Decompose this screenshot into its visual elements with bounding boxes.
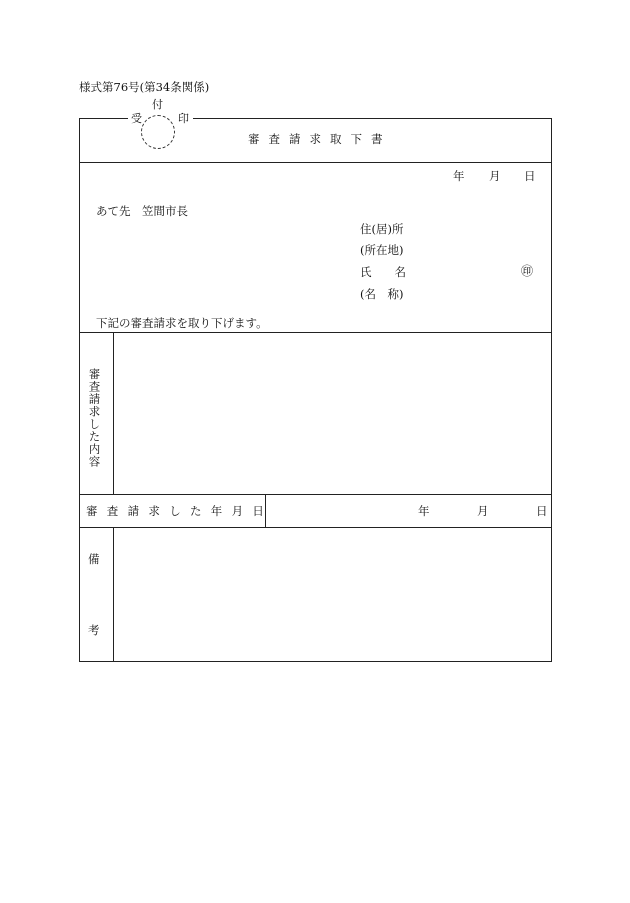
stamp-right-char: 印: [178, 112, 189, 125]
frame-left: [79, 118, 80, 662]
frame-bottom: [79, 661, 552, 662]
divider-content: [79, 494, 552, 495]
remarks-label-top: 備: [88, 552, 100, 566]
location-label: (所在地): [360, 243, 404, 257]
date-year: 年: [453, 169, 465, 183]
date-month: 月: [489, 169, 501, 183]
name-label: 氏 名: [360, 265, 406, 279]
document-title: 審査請求取下書: [248, 132, 392, 146]
request-date-day: 日: [536, 504, 548, 518]
date-day: 日: [524, 169, 536, 183]
remarks-label-bottom: 考: [88, 623, 100, 637]
frame-top-right: [193, 118, 552, 119]
remarks-area[interactable]: [114, 528, 551, 661]
addressee: あて先 笠間市長: [96, 204, 188, 218]
frame-right: [551, 118, 552, 662]
address-label: 住(居)所: [360, 222, 404, 236]
stamp-circle-icon: [141, 115, 175, 149]
request-date-label: 審査請求した年月日: [86, 504, 274, 518]
content-label: 審査請求した内容: [87, 368, 102, 468]
seal-icon: ㊞: [521, 264, 534, 278]
request-date-month: 月: [477, 504, 489, 518]
form-number: 様式第76号(第34条関係): [79, 80, 210, 94]
withdrawal-statement: 下記の審査請求を取り下げます。: [96, 316, 268, 330]
request-date-year: 年: [418, 504, 430, 518]
content-area[interactable]: [114, 333, 551, 494]
stamp-left-char: 受: [131, 112, 142, 125]
corp-name-label: (名 称): [360, 287, 404, 301]
divider-title: [79, 162, 552, 163]
frame-top-left: [79, 118, 128, 119]
stamp-top-char: 付: [152, 98, 163, 111]
